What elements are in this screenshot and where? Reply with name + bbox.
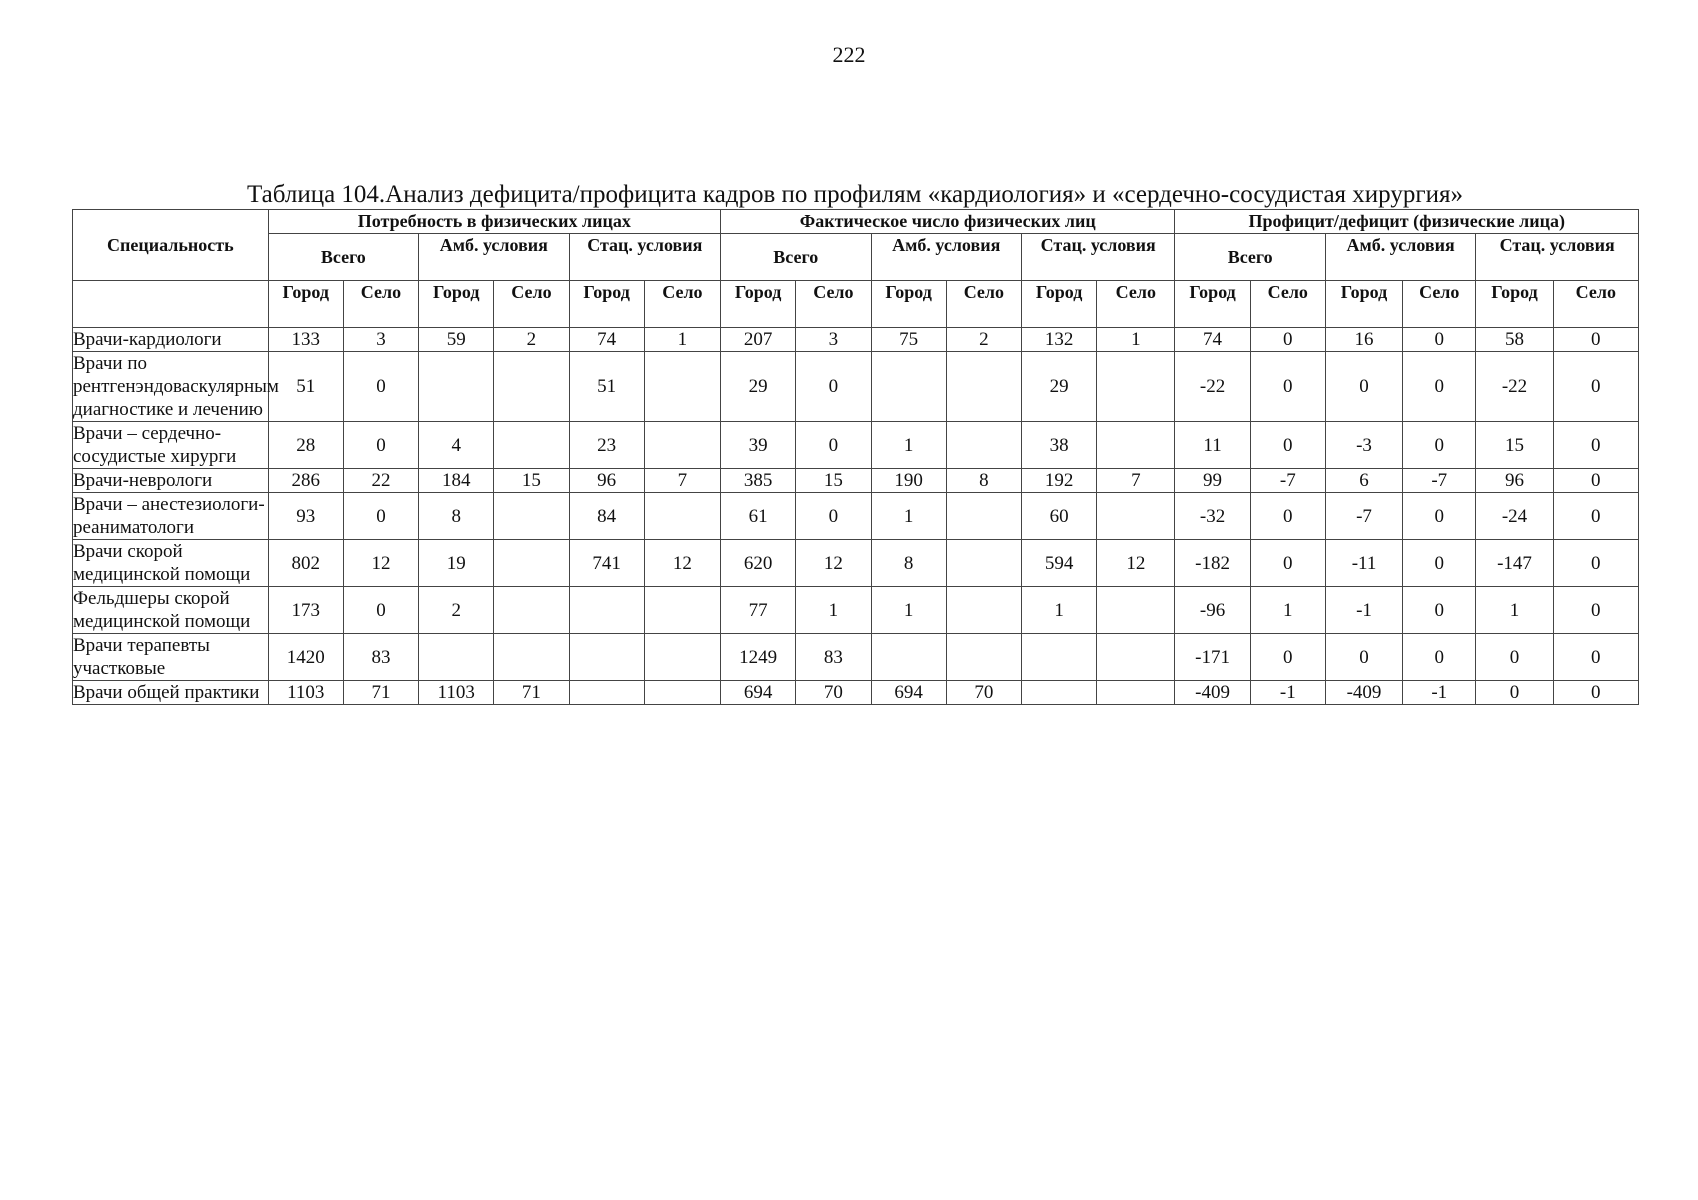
table-cell: 0 <box>343 422 418 469</box>
table-cell: 0 <box>1250 328 1325 352</box>
table-cell <box>1097 493 1175 540</box>
table-cell: 1 <box>796 587 871 634</box>
table-cell: 12 <box>343 540 418 587</box>
table-cell <box>494 352 569 422</box>
table-cell: 0 <box>1403 422 1476 469</box>
header-col-city: Город <box>1325 281 1402 328</box>
table-cell: -3 <box>1325 422 1402 469</box>
table-cell <box>419 634 494 681</box>
table-cell: 22 <box>343 469 418 493</box>
header-col-village: Село <box>343 281 418 328</box>
table-cell: 385 <box>721 469 796 493</box>
table-cell: -409 <box>1175 681 1250 705</box>
table-cell: 0 <box>1250 540 1325 587</box>
table-cell: 0 <box>1403 328 1476 352</box>
table-cell: 12 <box>796 540 871 587</box>
table-cell <box>1097 681 1175 705</box>
header-col-village: Село <box>1553 281 1638 328</box>
table-cell <box>946 634 1021 681</box>
table-cell <box>494 587 569 634</box>
header-group-demand: Потребность в физических лицах <box>268 210 720 234</box>
table-cell <box>644 422 720 469</box>
table-cell: -147 <box>1476 540 1553 587</box>
table-cell: -7 <box>1403 469 1476 493</box>
table-cell <box>1021 681 1096 705</box>
table-row <box>73 469 1639 493</box>
table-cell <box>644 587 720 634</box>
table-cell <box>946 587 1021 634</box>
table-cell: 184 <box>419 469 494 493</box>
table-cell: -22 <box>1175 352 1250 422</box>
table-cell: 7 <box>1097 469 1175 493</box>
header-g2-amb: Амб. условия <box>871 234 1021 281</box>
row-specialty: Фельдшеры скорой медицинской помощи <box>73 587 269 634</box>
table-cell <box>1097 422 1175 469</box>
table-cell: 93 <box>268 493 343 540</box>
table-cell: 70 <box>796 681 871 705</box>
table-cell: 71 <box>343 681 418 705</box>
header-g3-stat: Стац. условия <box>1476 234 1639 281</box>
staffing-table <box>72 209 1639 705</box>
table-cell: 83 <box>796 634 871 681</box>
table-cell: 1420 <box>268 634 343 681</box>
table-cell: 0 <box>1476 681 1553 705</box>
table-cell: 8 <box>419 493 494 540</box>
table-cell: 15 <box>1476 422 1553 469</box>
table-cell: 1 <box>1476 587 1553 634</box>
table-cell: 71 <box>494 681 569 705</box>
table-cell: -7 <box>1250 469 1325 493</box>
table-cell <box>946 422 1021 469</box>
header-col-city: Город <box>1021 281 1096 328</box>
header-g1-amb: Амб. условия <box>419 234 569 281</box>
table-title: Таблица 104.Анализ дефицита/профицита кадров по профилям «кардиология» и «сердечно-сосудистая хирургия» <box>247 181 1463 208</box>
table-cell: 2 <box>946 328 1021 352</box>
table-cell <box>871 352 946 422</box>
table-cell: -1 <box>1250 681 1325 705</box>
table-cell: 132 <box>1021 328 1096 352</box>
table-cell: -171 <box>1175 634 1250 681</box>
table-cell <box>494 634 569 681</box>
table-row <box>73 493 1639 540</box>
table-cell: 0 <box>1553 587 1638 634</box>
table-row <box>73 352 1639 422</box>
row-specialty: Врачи по рентгенэндоваскулярным диагностике и лечению <box>73 353 279 420</box>
table-cell: 83 <box>343 634 418 681</box>
table-cell: 286 <box>268 469 343 493</box>
table-cell: 75 <box>871 328 946 352</box>
table-cell: 16 <box>1325 328 1402 352</box>
table-cell: 741 <box>569 540 644 587</box>
table-cell: 15 <box>796 469 871 493</box>
table-cell: 1 <box>871 493 946 540</box>
table-cell <box>494 493 569 540</box>
header-col-village: Село <box>1403 281 1476 328</box>
table-cell: 58 <box>1476 328 1553 352</box>
page-number: 222 <box>832 42 866 67</box>
header-g2-stat: Стац. условия <box>1021 234 1174 281</box>
header-col-village: Село <box>1097 281 1175 328</box>
table-row <box>73 634 1639 681</box>
table-cell: 0 <box>796 493 871 540</box>
table-cell: 7 <box>644 469 720 493</box>
table-cell: 2 <box>419 587 494 634</box>
table-cell: 173 <box>268 587 343 634</box>
table-cell: 0 <box>1250 634 1325 681</box>
header-g2-total: Всего <box>721 234 871 281</box>
table-cell <box>1097 352 1175 422</box>
table-cell: 29 <box>721 352 796 422</box>
table-cell: 1 <box>871 422 946 469</box>
table-cell: 12 <box>644 540 720 587</box>
table-cell: 1103 <box>419 681 494 705</box>
table-cell <box>569 634 644 681</box>
table-cell: 96 <box>569 469 644 493</box>
header-col-city: Город <box>419 281 494 328</box>
table-cell: 2 <box>494 328 569 352</box>
row-specialty: Врачи скорой медицинской помощи <box>73 540 269 587</box>
row-specialty: Врачи общей практики <box>73 681 269 705</box>
table-cell: 39 <box>721 422 796 469</box>
table-cell: 0 <box>1325 634 1402 681</box>
table-cell: 0 <box>1403 493 1476 540</box>
table-cell: 77 <box>721 587 796 634</box>
table-cell: 51 <box>569 352 644 422</box>
table-cell: 0 <box>1403 352 1476 422</box>
table-cell: 0 <box>1403 634 1476 681</box>
table-cell: 0 <box>1476 634 1553 681</box>
table-cell <box>946 352 1021 422</box>
table-cell: 694 <box>871 681 946 705</box>
header-col-village: Село <box>1250 281 1325 328</box>
table-cell: -7 <box>1325 493 1402 540</box>
table-cell <box>494 540 569 587</box>
table-cell: 61 <box>721 493 796 540</box>
table-cell: 0 <box>796 352 871 422</box>
header-col-city: Город <box>268 281 343 328</box>
header-specialty: Специальность <box>73 210 269 281</box>
table-cell <box>1097 634 1175 681</box>
row-specialty: Врачи-кардиологи <box>73 328 269 352</box>
table-cell: 23 <box>569 422 644 469</box>
table-cell: 11 <box>1175 422 1250 469</box>
table-cell <box>1097 587 1175 634</box>
table-cell: 207 <box>721 328 796 352</box>
table-cell <box>494 422 569 469</box>
table-cell: 4 <box>419 422 494 469</box>
table-cell <box>644 634 720 681</box>
header-g3-total: Всего <box>1175 234 1325 281</box>
table-cell: 12 <box>1097 540 1175 587</box>
table-row <box>73 328 1639 352</box>
table-cell: 0 <box>1250 422 1325 469</box>
table-cell: 8 <box>871 540 946 587</box>
table-cell: 0 <box>1553 352 1638 422</box>
row-specialty: Врачи-неврологи <box>73 469 269 493</box>
header-group-balance: Профицит/дефицит (физические лица) <box>1175 210 1639 234</box>
table-cell <box>419 352 494 422</box>
table-cell: 0 <box>796 422 871 469</box>
table-cell <box>946 540 1021 587</box>
table-cell: 0 <box>1553 469 1638 493</box>
header-col-city: Город <box>1476 281 1553 328</box>
table-cell: 19 <box>419 540 494 587</box>
table-cell: 620 <box>721 540 796 587</box>
table-cell: 0 <box>1250 352 1325 422</box>
table-cell: 0 <box>1403 540 1476 587</box>
table-cell: -11 <box>1325 540 1402 587</box>
table-cell: -1 <box>1403 681 1476 705</box>
table-cell: 0 <box>1553 540 1638 587</box>
table-cell: 0 <box>1553 328 1638 352</box>
table-cell: 8 <box>946 469 1021 493</box>
table-cell: 1249 <box>721 634 796 681</box>
table-cell: 3 <box>343 328 418 352</box>
table-cell: 0 <box>1553 634 1638 681</box>
header-col-city: Город <box>721 281 796 328</box>
table-cell: 28 <box>268 422 343 469</box>
table-row <box>73 681 1639 705</box>
table-cell: 0 <box>1553 681 1638 705</box>
table-cell: 0 <box>1553 493 1638 540</box>
table-row <box>73 540 1639 587</box>
table-cell: 802 <box>268 540 343 587</box>
header-col-village: Село <box>946 281 1021 328</box>
table-cell: -24 <box>1476 493 1553 540</box>
header-col-city: Город <box>1175 281 1250 328</box>
table-cell <box>569 587 644 634</box>
table-cell: 1 <box>1097 328 1175 352</box>
table-cell: 594 <box>1021 540 1096 587</box>
table-row <box>73 587 1639 634</box>
table-cell: 3 <box>796 328 871 352</box>
table-cell: 38 <box>1021 422 1096 469</box>
table-cell <box>1021 634 1096 681</box>
header-g3-amb: Амб. условия <box>1325 234 1475 281</box>
table-cell: -22 <box>1476 352 1553 422</box>
table-cell: 70 <box>946 681 1021 705</box>
table-body <box>73 328 1639 705</box>
table-cell: 6 <box>1325 469 1402 493</box>
table-cell: 59 <box>419 328 494 352</box>
table-cell: 1 <box>1021 587 1096 634</box>
header-g1-total: Всего <box>268 234 418 281</box>
table-cell: 96 <box>1476 469 1553 493</box>
table-cell: -96 <box>1175 587 1250 634</box>
table-cell: 1 <box>871 587 946 634</box>
table-cell <box>871 634 946 681</box>
table-cell: 133 <box>268 328 343 352</box>
table-cell: 84 <box>569 493 644 540</box>
header-col-village: Село <box>796 281 871 328</box>
table-cell: -409 <box>1325 681 1402 705</box>
header-col-village: Село <box>494 281 569 328</box>
table-cell <box>946 493 1021 540</box>
row-specialty: Врачи – сердечно-сосудистые хирурги <box>73 422 269 469</box>
header-col-village: Село <box>644 281 720 328</box>
table-cell: 190 <box>871 469 946 493</box>
table-cell: 51 <box>268 352 343 422</box>
table-cell: 0 <box>343 587 418 634</box>
table-cell: 1103 <box>268 681 343 705</box>
header-col-city: Город <box>569 281 644 328</box>
table-cell: -32 <box>1175 493 1250 540</box>
header-col-city: Город <box>871 281 946 328</box>
table-cell <box>644 681 720 705</box>
table-cell <box>644 493 720 540</box>
header-group-actual: Фактическое число физических лиц <box>721 210 1175 234</box>
header-g1-stat: Стац. условия <box>569 234 720 281</box>
table-cell: 15 <box>494 469 569 493</box>
row-specialty: Врачи – анестезиологи-реаниматологи <box>73 493 269 540</box>
table-row <box>73 422 1639 469</box>
table-cell: 0 <box>343 352 418 422</box>
table-cell: 74 <box>1175 328 1250 352</box>
table-cell: 192 <box>1021 469 1096 493</box>
table-cell: 1 <box>644 328 720 352</box>
row-specialty: Врачи терапевты участковые <box>73 634 269 681</box>
table-cell: 0 <box>1553 422 1638 469</box>
table-cell: 1 <box>1250 587 1325 634</box>
table-cell <box>569 681 644 705</box>
table-cell <box>644 352 720 422</box>
table-cell: 0 <box>1325 352 1402 422</box>
table-cell: 0 <box>1403 587 1476 634</box>
header-specialty-blank <box>73 281 269 328</box>
table-cell: 60 <box>1021 493 1096 540</box>
table-cell: 0 <box>343 493 418 540</box>
table-cell: -1 <box>1325 587 1402 634</box>
table-cell: -182 <box>1175 540 1250 587</box>
table-cell: 29 <box>1021 352 1096 422</box>
table-cell: 0 <box>1250 493 1325 540</box>
table-cell: 99 <box>1175 469 1250 493</box>
table-cell: 694 <box>721 681 796 705</box>
table-cell: 74 <box>569 328 644 352</box>
